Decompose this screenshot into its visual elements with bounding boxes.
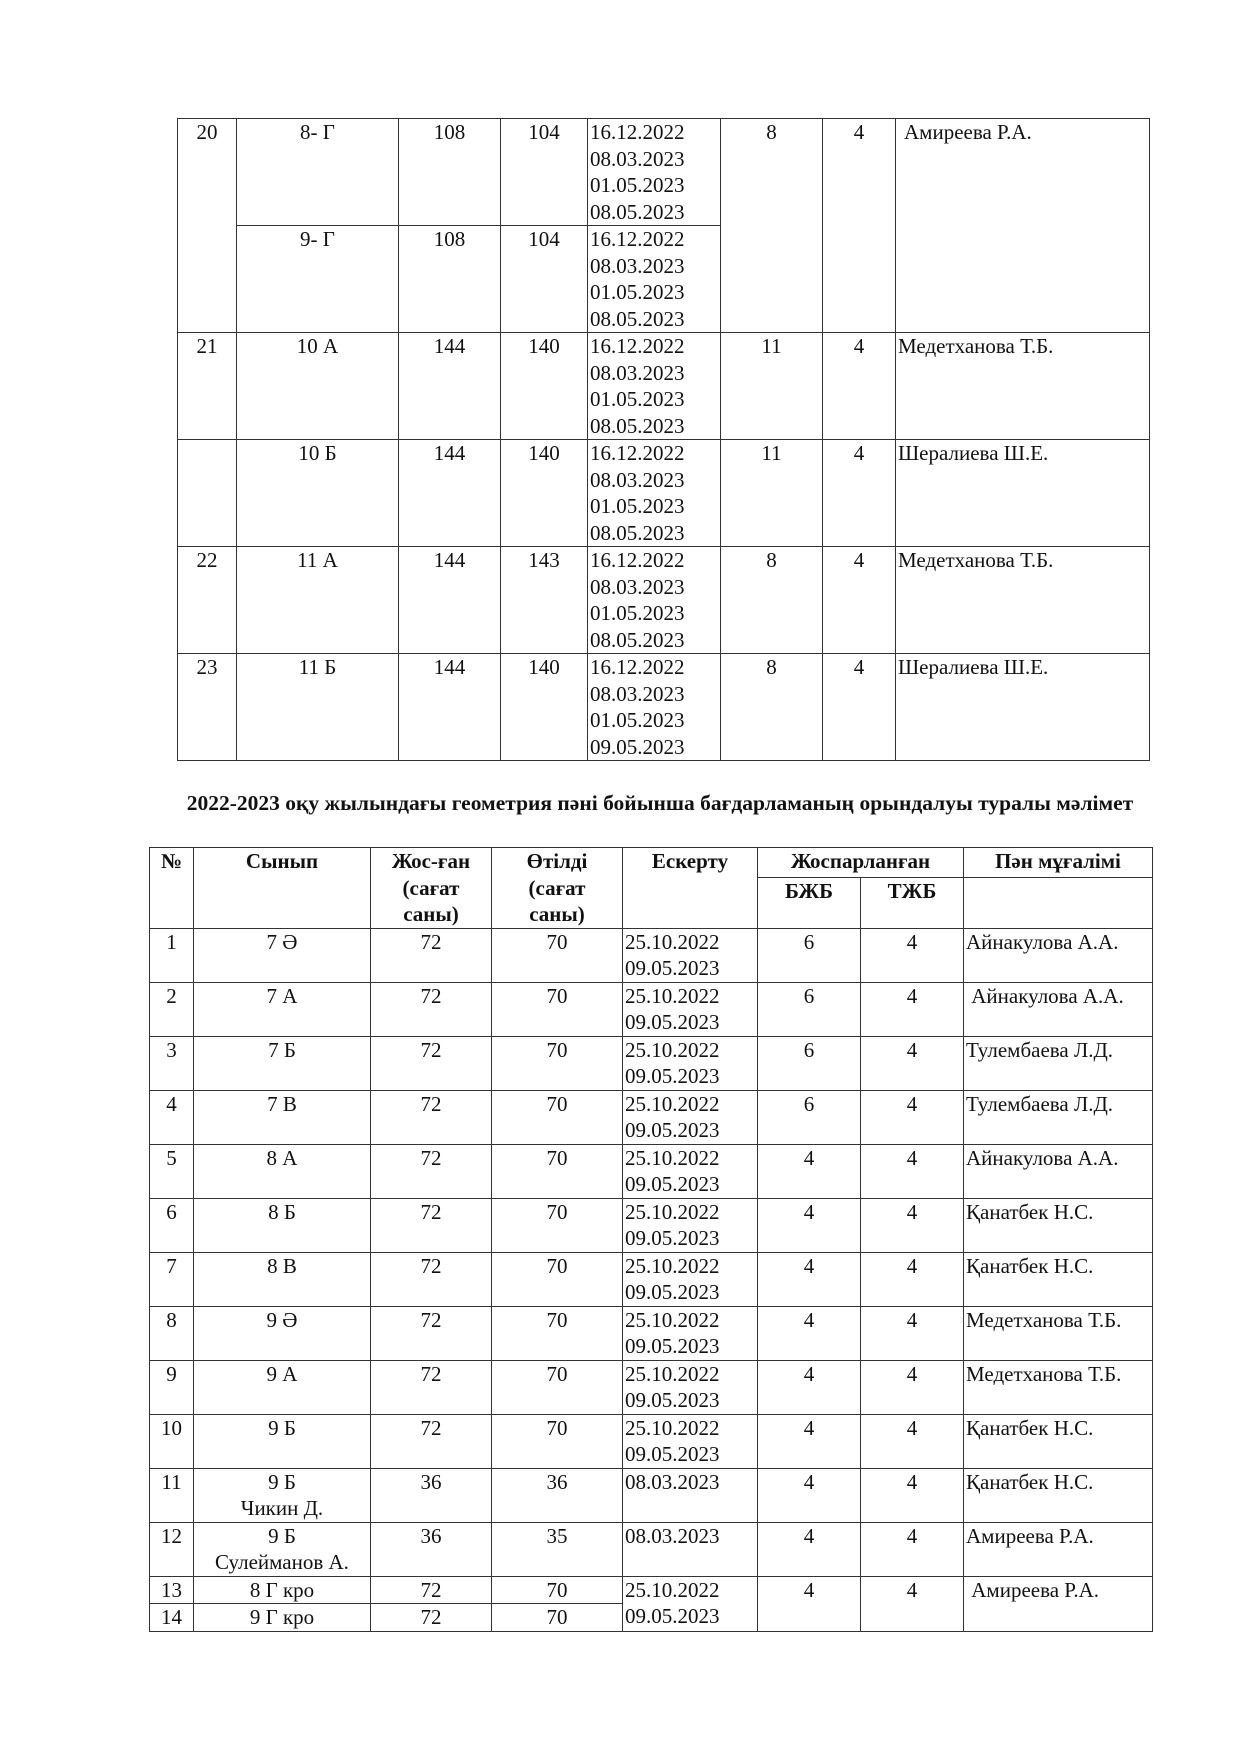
teacher-cell: Медетханова Т.Б. <box>964 1360 1153 1414</box>
table-row <box>150 1144 1153 1198</box>
teacher-cell: Тулембаева Л.Д. <box>964 1090 1153 1144</box>
teacher-cell: Шералиева Ш.Е. <box>896 654 1150 761</box>
tzhb-cell: 4 <box>861 1090 964 1144</box>
done-hours-cell: 70 <box>492 1252 623 1306</box>
class-cell: 8 А <box>194 1144 371 1198</box>
bzhb-cell: 6 <box>758 1036 861 1090</box>
geometry-table <box>149 847 1153 1632</box>
bzhb-cell: 4 <box>758 1468 861 1522</box>
planned-hours-cell: 36 <box>371 1522 492 1576</box>
row-number: 14 <box>150 1604 194 1632</box>
tzhb-cell: 4 <box>861 1198 964 1252</box>
teacher-cell: Айнакулова А.А. <box>964 1144 1153 1198</box>
row-number: 6 <box>150 1198 194 1252</box>
row-number: 1 <box>150 928 194 982</box>
planned-hours-cell: 144 <box>399 547 501 654</box>
class-cell: 10 Б <box>237 440 399 547</box>
planned-hours-cell: 144 <box>399 654 501 761</box>
done-hours-cell: 70 <box>492 982 623 1036</box>
teacher-cell: Амиреева Р.А. <box>964 1522 1153 1576</box>
planned-hours-cell: 72 <box>371 1252 492 1306</box>
dates-cell: 16.12.2022 08.03.2023 01.05.2023 08.05.2023 <box>588 440 721 547</box>
dates-cell: 08.03.2023 <box>623 1468 758 1522</box>
teacher-cell: Қанатбек Н.С. <box>964 1198 1153 1252</box>
header-bzhb: БЖБ <box>758 878 861 928</box>
class-cell: 7 В <box>194 1090 371 1144</box>
table-row <box>150 982 1153 1036</box>
class-cell: 9 Б <box>194 1414 371 1468</box>
header-row <box>150 848 1153 878</box>
table-row <box>150 1090 1153 1144</box>
table-row <box>150 1306 1153 1360</box>
teacher-cell: Тулембаева Л.Д. <box>964 1036 1153 1090</box>
tzhb-cell: 4 <box>823 654 896 761</box>
done-hours-cell: 140 <box>501 333 588 440</box>
table-row <box>150 1036 1153 1090</box>
class-cell: 9 Ә <box>194 1306 371 1360</box>
bzhb-cell: 6 <box>758 928 861 982</box>
row-number: 9 <box>150 1360 194 1414</box>
class-cell: 10 А <box>237 333 399 440</box>
teacher-cell: Айнакулова А.А. <box>964 982 1153 1036</box>
tzhb-cell: 4 <box>861 1522 964 1576</box>
dates-cell: 25.10.2022 09.05.2023 <box>623 1576 758 1631</box>
planned-hours-cell: 72 <box>371 982 492 1036</box>
class-cell: 11 А <box>237 547 399 654</box>
planned-hours-cell: 72 <box>371 1144 492 1198</box>
section-title: 2022-2023 оқу жылындағы геометрия пәні бойынша бағдарламаның орындалуы туралы мәлімет <box>186 791 1134 815</box>
table-row <box>150 1252 1153 1306</box>
teacher-cell: Айнакулова А.А. <box>964 928 1153 982</box>
bzhb-cell: 8 <box>721 119 823 333</box>
done-hours-cell: 70 <box>492 1576 623 1604</box>
tzhb-cell: 4 <box>861 928 964 982</box>
class-cell: 9- Г <box>237 226 399 333</box>
bzhb-cell: 4 <box>758 1198 861 1252</box>
class-cell: 9 Г кро <box>194 1604 371 1632</box>
table-row <box>150 1522 1153 1576</box>
done-hours-cell: 140 <box>501 654 588 761</box>
table-row <box>178 440 1150 547</box>
row-number: 8 <box>150 1306 194 1360</box>
dates-cell: 25.10.2022 09.05.2023 <box>623 1360 758 1414</box>
dates-cell: 25.10.2022 09.05.2023 <box>623 1036 758 1090</box>
row-number <box>178 440 237 547</box>
dates-cell: 25.10.2022 09.05.2023 <box>623 1414 758 1468</box>
planned-hours-cell: 108 <box>399 119 501 226</box>
table-row <box>178 119 1150 226</box>
class-cell: 8- Г <box>237 119 399 226</box>
header-number: № <box>150 848 194 929</box>
row-number: 20 <box>178 119 237 333</box>
row-number: 21 <box>178 333 237 440</box>
continuation-table <box>177 118 1150 761</box>
done-hours-cell: 70 <box>492 928 623 982</box>
class-cell: 11 Б <box>237 654 399 761</box>
bzhb-cell: 4 <box>758 1306 861 1360</box>
row-number: 5 <box>150 1144 194 1198</box>
dates-cell: 25.10.2022 09.05.2023 <box>623 1144 758 1198</box>
planned-hours-cell: 72 <box>371 1090 492 1144</box>
header-done-hours: Өтілді (сағат саны) <box>492 848 623 929</box>
tzhb-cell: 4 <box>823 333 896 440</box>
bzhb-cell: 11 <box>721 333 823 440</box>
row-number: 22 <box>178 547 237 654</box>
done-hours-cell: 140 <box>501 440 588 547</box>
planned-hours-cell: 144 <box>399 333 501 440</box>
bzhb-cell: 4 <box>758 1144 861 1198</box>
table-row <box>150 1414 1153 1468</box>
dates-cell: 25.10.2022 09.05.2023 <box>623 928 758 982</box>
tzhb-cell: 4 <box>861 1360 964 1414</box>
teacher-cell: Медетханова Т.Б. <box>896 547 1150 654</box>
tzhb-cell: 4 <box>823 440 896 547</box>
table-row <box>178 547 1150 654</box>
teacher-cell: Қанатбек Н.С. <box>964 1414 1153 1468</box>
table-row <box>150 1468 1153 1522</box>
table-row <box>150 1198 1153 1252</box>
table-row <box>178 654 1150 761</box>
teacher-cell: Шералиева Ш.Е. <box>896 440 1150 547</box>
done-hours-cell: 36 <box>492 1468 623 1522</box>
tzhb-cell: 4 <box>823 547 896 654</box>
tzhb-cell: 4 <box>861 1468 964 1522</box>
planned-hours-cell: 72 <box>371 1198 492 1252</box>
class-cell: 7 А <box>194 982 371 1036</box>
done-hours-cell: 70 <box>492 1090 623 1144</box>
table-row <box>150 1360 1153 1414</box>
row-number: 7 <box>150 1252 194 1306</box>
row-number: 23 <box>178 654 237 761</box>
bzhb-cell: 4 <box>758 1576 861 1631</box>
header-empty <box>964 878 1153 928</box>
dates-cell: 16.12.2022 08.03.2023 01.05.2023 08.05.2023 <box>588 333 721 440</box>
tzhb-cell: 4 <box>861 1306 964 1360</box>
done-hours-cell: 104 <box>501 119 588 226</box>
tzhb-cell: 4 <box>861 1144 964 1198</box>
bzhb-cell: 6 <box>758 1090 861 1144</box>
header-class: Сынып <box>194 848 371 929</box>
class-cell: 9 Б Сулейманов А. <box>194 1522 371 1576</box>
planned-hours-cell: 72 <box>371 1360 492 1414</box>
teacher-cell: Қанатбек Н.С. <box>964 1468 1153 1522</box>
tzhb-cell: 4 <box>861 982 964 1036</box>
class-cell: 7 Б <box>194 1036 371 1090</box>
planned-hours-cell: 72 <box>371 1306 492 1360</box>
bzhb-cell: 6 <box>758 982 861 1036</box>
tzhb-cell: 4 <box>861 1036 964 1090</box>
teacher-cell: Медетханова Т.Б. <box>964 1306 1153 1360</box>
teacher-cell: Қанатбек Н.С. <box>964 1252 1153 1306</box>
done-hours-cell: 70 <box>492 1198 623 1252</box>
teacher-cell: Амиреева Р.А. <box>896 119 1150 333</box>
row-number: 2 <box>150 982 194 1036</box>
dates-cell: 25.10.2022 09.05.2023 <box>623 982 758 1036</box>
done-hours-cell: 35 <box>492 1522 623 1576</box>
class-cell: 9 А <box>194 1360 371 1414</box>
header-teacher: Пән мұғалімі <box>964 848 1153 878</box>
bzhb-cell: 8 <box>721 547 823 654</box>
dates-cell: 16.12.2022 08.03.2023 01.05.2023 08.05.2023 <box>588 119 721 226</box>
done-hours-cell: 70 <box>492 1306 623 1360</box>
done-hours-cell: 70 <box>492 1604 623 1632</box>
planned-hours-cell: 144 <box>399 440 501 547</box>
tzhb-cell: 4 <box>823 119 896 333</box>
dates-cell: 25.10.2022 09.05.2023 <box>623 1090 758 1144</box>
planned-hours-cell: 72 <box>371 1576 492 1604</box>
table-row <box>150 1576 1153 1604</box>
dates-cell: 16.12.2022 08.03.2023 01.05.2023 08.05.2023 <box>588 547 721 654</box>
dates-cell: 16.12.2022 08.03.2023 01.05.2023 08.05.2023 <box>588 226 721 333</box>
tzhb-cell: 4 <box>861 1252 964 1306</box>
dates-cell: 08.03.2023 <box>623 1522 758 1576</box>
done-hours-cell: 70 <box>492 1144 623 1198</box>
dates-cell: 25.10.2022 09.05.2023 <box>623 1198 758 1252</box>
planned-hours-cell: 72 <box>371 928 492 982</box>
done-hours-cell: 104 <box>501 226 588 333</box>
class-cell: 7 Ә <box>194 928 371 982</box>
bzhb-cell: 4 <box>758 1360 861 1414</box>
dates-cell: 25.10.2022 09.05.2023 <box>623 1252 758 1306</box>
dates-cell: 25.10.2022 09.05.2023 <box>623 1306 758 1360</box>
row-number: 12 <box>150 1522 194 1576</box>
class-cell: 9 Б Чикин Д. <box>194 1468 371 1522</box>
row-number: 10 <box>150 1414 194 1468</box>
table-row <box>150 928 1153 982</box>
row-number: 11 <box>150 1468 194 1522</box>
tzhb-cell: 4 <box>861 1576 964 1631</box>
bzhb-cell: 11 <box>721 440 823 547</box>
row-number: 3 <box>150 1036 194 1090</box>
teacher-cell: Амиреева Р.А. <box>964 1576 1153 1631</box>
tzhb-cell: 4 <box>861 1414 964 1468</box>
planned-hours-cell: 72 <box>371 1036 492 1090</box>
header-tzhb: ТЖБ <box>861 878 964 928</box>
header-planned-group: Жоспарланған <box>758 848 964 878</box>
table-row <box>178 333 1150 440</box>
done-hours-cell: 70 <box>492 1414 623 1468</box>
class-cell: 8 В <box>194 1252 371 1306</box>
teacher-cell: Медетханова Т.Б. <box>896 333 1150 440</box>
header-note: Ескерту <box>623 848 758 929</box>
class-cell: 8 Г кро <box>194 1576 371 1604</box>
bzhb-cell: 8 <box>721 654 823 761</box>
class-cell: 8 Б <box>194 1198 371 1252</box>
planned-hours-cell: 36 <box>371 1468 492 1522</box>
done-hours-cell: 143 <box>501 547 588 654</box>
row-number: 4 <box>150 1090 194 1144</box>
done-hours-cell: 70 <box>492 1360 623 1414</box>
bzhb-cell: 4 <box>758 1522 861 1576</box>
dates-cell: 16.12.2022 08.03.2023 01.05.2023 09.05.2023 <box>588 654 721 761</box>
planned-hours-cell: 108 <box>399 226 501 333</box>
planned-hours-cell: 72 <box>371 1604 492 1632</box>
bzhb-cell: 4 <box>758 1414 861 1468</box>
header-planned-hours: Жос-ған (сағат саны) <box>371 848 492 929</box>
done-hours-cell: 70 <box>492 1036 623 1090</box>
row-number: 13 <box>150 1576 194 1604</box>
bzhb-cell: 4 <box>758 1252 861 1306</box>
planned-hours-cell: 72 <box>371 1414 492 1468</box>
